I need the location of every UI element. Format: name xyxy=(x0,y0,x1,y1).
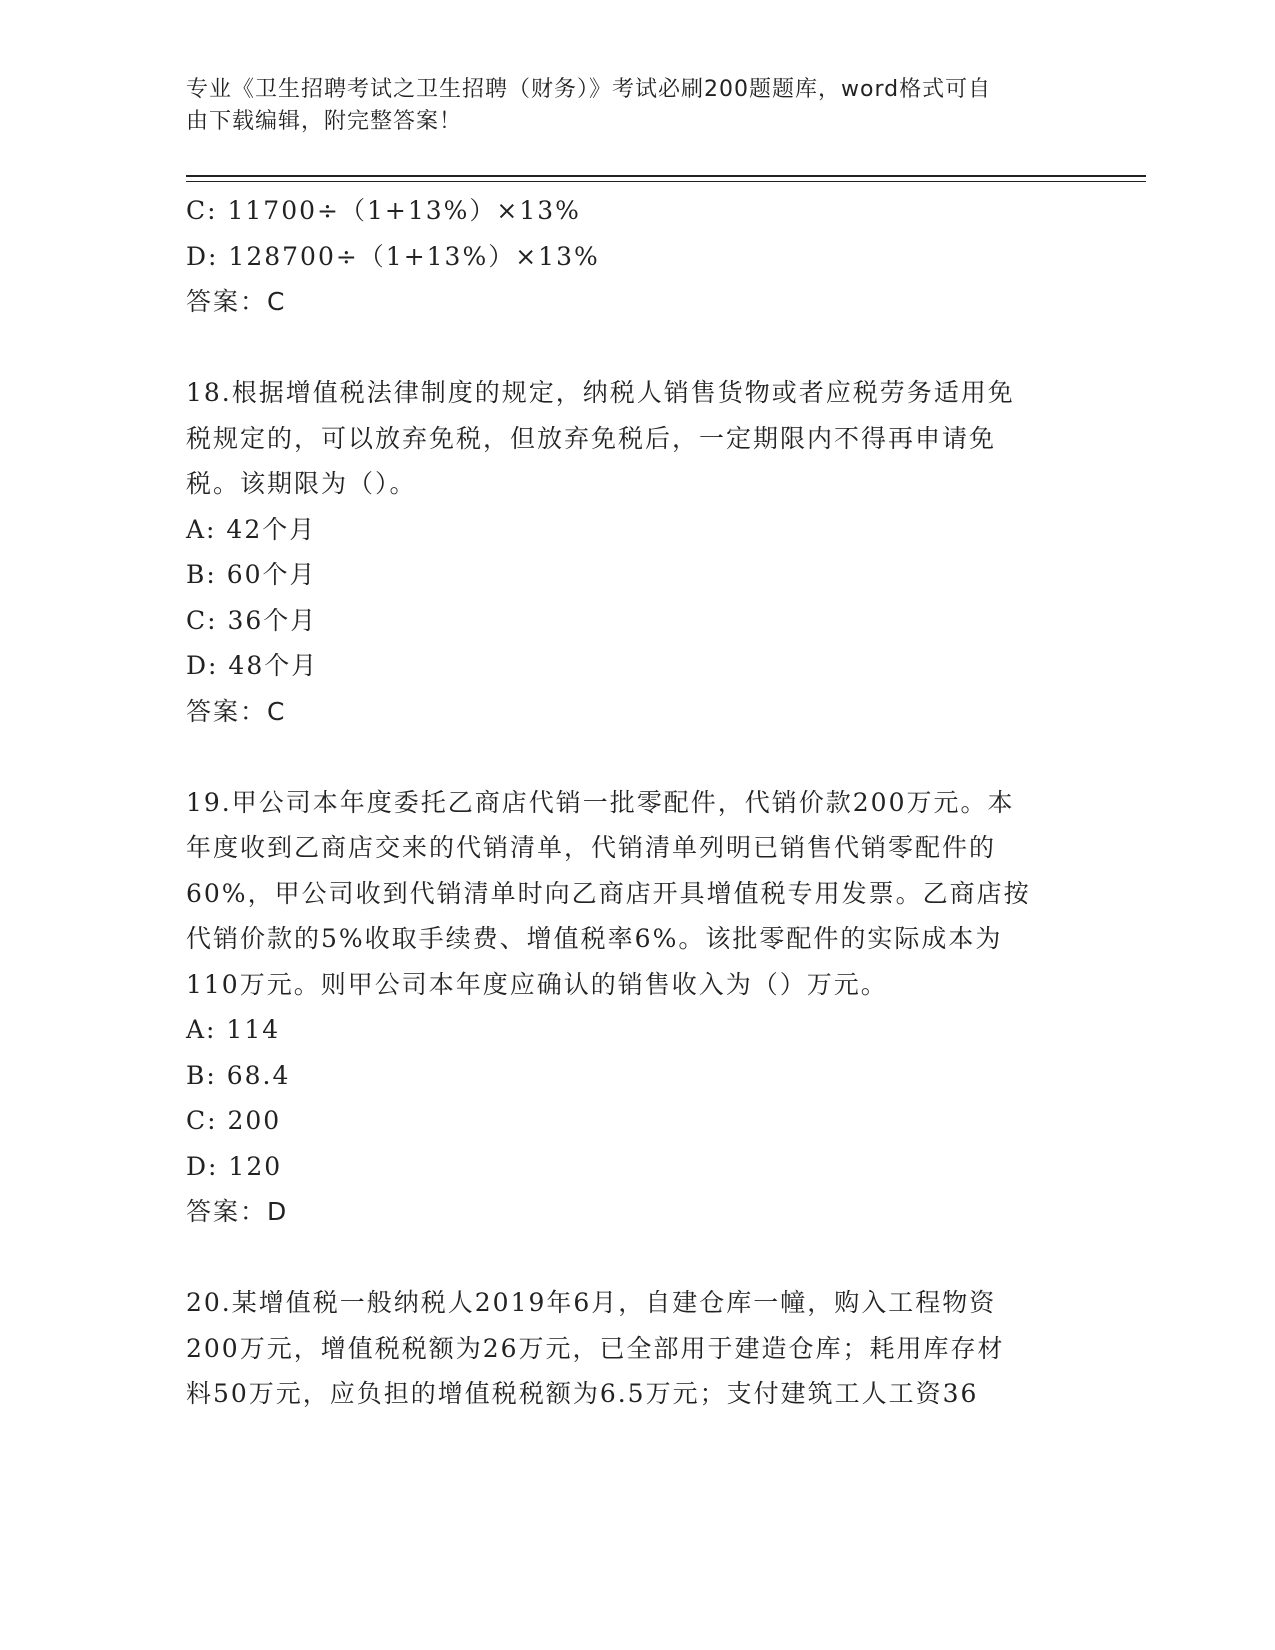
option-c: C: 36个月 xyxy=(186,605,318,635)
header-divider-thin xyxy=(186,181,1146,182)
question-stem-line: 税规定的，可以放弃免税，但放弃免税后，一定期限内不得再申请免 xyxy=(186,423,997,453)
question-stem-line: 18.根据增值税法律制度的规定，纳税人销售货物或者应税劳务适用免 xyxy=(186,378,1015,407)
question-stem-line: 代销价款的5%收取手续费、增值税率6%。该批零配件的实际成本为 xyxy=(186,924,1003,953)
question-19 xyxy=(186,780,1066,1235)
question-17 xyxy=(186,188,1066,325)
option-b: B: 60个月 xyxy=(186,560,317,589)
option-a: A: 114 xyxy=(186,1015,281,1044)
spacer xyxy=(186,1235,1066,1281)
header-line-2: 由下载编辑，附完整答案！ xyxy=(186,109,463,134)
option-c: C: 200 xyxy=(186,1106,282,1135)
question-stem-line: 200万元，增值税税额为26万元，已全部用于建造仓库；耗用库存材 xyxy=(186,1333,1005,1363)
option-d: D: 120 xyxy=(186,1151,283,1181)
answer: 答案：C xyxy=(186,696,287,726)
question-stem-line: 110万元。则甲公司本年度应确认的销售收入为（）万元。 xyxy=(186,969,888,999)
answer: 答案：C xyxy=(186,287,287,316)
question-stem-line: 年度收到乙商店交来的代销清单，代销清单列明已销售代销零配件的 xyxy=(186,833,997,862)
question-content xyxy=(186,188,1066,1417)
document-header xyxy=(186,74,1066,138)
header-divider-thick xyxy=(186,175,1146,177)
question-18 xyxy=(186,370,1066,734)
question-stem-line: 60%，甲公司收到代销清单时向乙商店开具增值税专用发票。乙商店按 xyxy=(186,878,1031,908)
spacer xyxy=(186,325,1066,371)
option-d: D: 48个月 xyxy=(186,651,319,680)
question-stem-line: 料50万元，应负担的增值税税额为6.5万元；支付建筑工人工资36 xyxy=(186,1379,979,1408)
header-line-1: 专业《卫生招聘考试之卫生招聘（财务）》考试必刷200题题库，word格式可自 xyxy=(186,77,992,102)
answer: 答案：D xyxy=(186,1197,289,1226)
option-a: A: 42个月 xyxy=(186,514,317,544)
spacer xyxy=(186,734,1066,780)
option-c: C: 11700÷（1+13%）×13% xyxy=(186,196,581,225)
question-20 xyxy=(186,1280,1066,1417)
option-b: B: 68.4 xyxy=(186,1060,291,1090)
question-stem-line: 20.某增值税一般纳税人2019年6月，自建仓库一幢，购入工程物资 xyxy=(186,1288,997,1317)
question-stem-line: 税。该期限为（）。 xyxy=(186,469,417,498)
option-d: D: 128700÷（1+13%）×13% xyxy=(186,241,600,271)
question-stem-line: 19.甲公司本年度委托乙商店代销一批零配件，代销价款200万元。本 xyxy=(186,787,1015,817)
